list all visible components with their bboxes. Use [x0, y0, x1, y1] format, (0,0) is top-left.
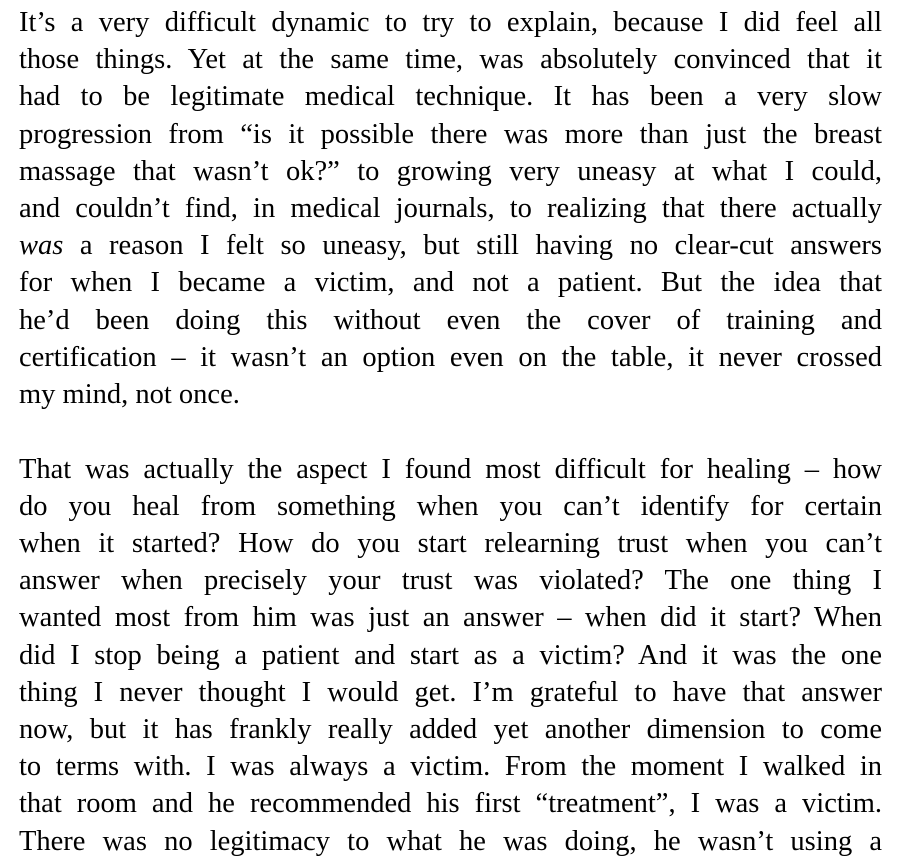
text-line: when it started? How do you start relearning trust when you can’t — [19, 528, 882, 560]
text-line: that room and he recommended his first “treatment”, I was a victim. — [19, 788, 882, 820]
paragraph-1 — [19, 4, 882, 413]
text-line: thing I never thought I would get. I’m grateful to have that answer — [19, 676, 882, 708]
text-line: my mind, not once. — [19, 379, 240, 411]
text-line: he’d been doing this without even the cover of training and — [19, 304, 882, 336]
text-line: do you heal from something when you can’t identify for certain — [19, 490, 882, 522]
text-line: There was no legitimacy to what he was doing, he wasn’t using a — [19, 825, 882, 857]
text-line: for when I became a victim, and not a patient. But the idea that — [19, 267, 882, 299]
paragraph-2 — [19, 451, 882, 860]
italic-word: was — [19, 230, 64, 262]
text-line: massage that wasn’t ok?” to growing very uneasy at what I could, — [19, 155, 882, 187]
text-line: now, but it has frankly really added yet another dimension to come — [19, 714, 882, 746]
text-line: had to be legitimate medical technique. It has been a very slow — [19, 81, 882, 113]
text-line-rest: a reason I felt so uneasy, but still having no clear-cut answers — [79, 230, 883, 262]
text-line: progression from “is it possible there was more than just the breast — [19, 118, 882, 150]
text-line: those things. Yet at the same time, was absolutely convinced that it — [19, 44, 882, 76]
text-line: answer when precisely your trust was violated? The one thing I — [19, 565, 882, 597]
text-line: did I stop being a patient and start as a victim? And it was the one — [19, 639, 882, 671]
text-line-with-italic — [19, 227, 882, 264]
text-line: wanted most from him was just an answer – when did it start? When — [19, 602, 882, 634]
text-line: It’s a very difficult dynamic to try to explain, because I did feel all — [19, 7, 882, 38]
text-line: That was actually the aspect I found most difficult for healing – how — [19, 453, 882, 485]
text-line: to terms with. I was always a victim. From the moment I walked in — [19, 751, 882, 783]
text-line: certification – it wasn’t an option even on the table, it never crossed — [19, 341, 882, 373]
text-line: and couldn’t find, in medical journals, to realizing that there actually — [19, 193, 882, 225]
